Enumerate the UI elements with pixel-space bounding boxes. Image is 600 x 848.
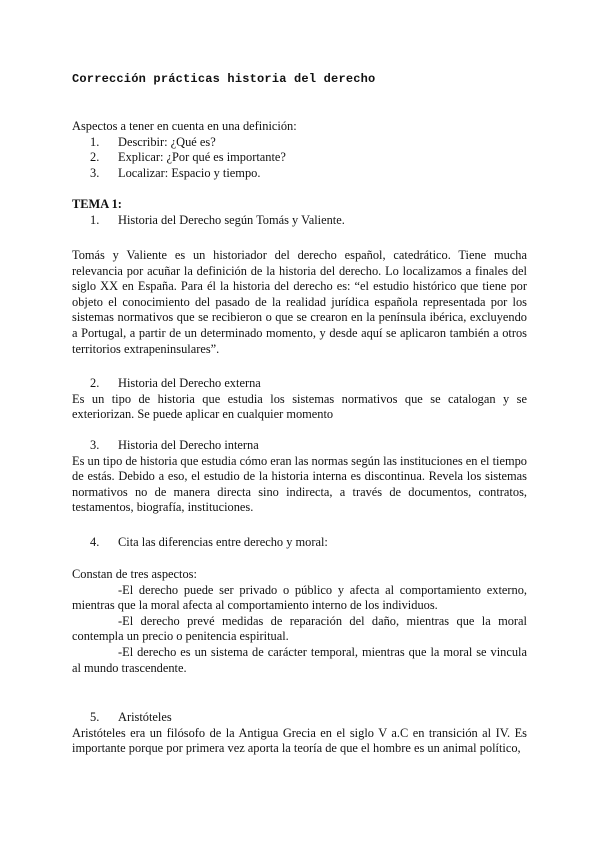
section-2-heading bbox=[72, 376, 527, 392]
section-4-body bbox=[72, 567, 527, 676]
tema-heading: TEMA 1: bbox=[72, 197, 122, 211]
difference-point: -El derecho es un sistema de carácter temporal, mientras que la moral se vincula al mundo trascendente. bbox=[72, 644, 527, 675]
list-number: 3. bbox=[90, 165, 100, 180]
section-4-lead: Constan de tres aspectos: bbox=[72, 567, 197, 581]
aspects-section bbox=[72, 119, 527, 181]
section-number: 3. bbox=[90, 438, 100, 452]
section-4 bbox=[72, 535, 527, 551]
list-text: Localizar: Espacio y tiempo. bbox=[118, 165, 261, 180]
section-title: Historia del Derecho externa bbox=[118, 376, 261, 390]
list-text: Describir: ¿Qué es? bbox=[118, 134, 216, 149]
aspects-list bbox=[72, 135, 527, 182]
difference-point: -El derecho puede ser privado o público y afecta al comportamiento externo, mientras que la moral afecta al comportamiento interno de los individuos. bbox=[72, 582, 527, 613]
section-3 bbox=[72, 438, 527, 516]
document-title: Corrección prácticas historia del derecho bbox=[72, 72, 376, 86]
section-number: 5. bbox=[90, 710, 100, 724]
section-1-body: Tomás y Valiente es un historiador del derecho español, catedrático. Tiene mucha relevancia por acuñar la definición de la historia del derecho. Lo localizamos a finales del siglo XX en España. Para él la historia del derecho es: “el estudio histórico que tiene por objeto el conocimiento del pasado de la realidad jurídica española representada por los sistemas normativos que se recibieron o que se crearon en la península ibérica, excluyendo a Portugal, a partir de un determinado momento, y desde aquí se aplicaron también a otros territorios extrapeninsulares”. bbox=[72, 248, 527, 356]
section-title: Cita las diferencias entre derecho y moral: bbox=[118, 535, 328, 549]
section-number: 4. bbox=[90, 535, 100, 549]
section-5-heading bbox=[72, 710, 527, 726]
list-number: 1. bbox=[90, 134, 100, 149]
section-title: Historia del Derecho interna bbox=[118, 438, 259, 452]
list-text: Explicar: ¿Por qué es importante? bbox=[118, 150, 286, 165]
section-5-body: Aristóteles era un filósofo de la Antigua Grecia en el siglo V a.C en transición al IV. Es importante porque por primera vez aporta la teoría de que el hombre es un animal político, bbox=[72, 725, 527, 756]
aspects-intro: Aspectos a tener en cuenta en una definición: bbox=[72, 119, 297, 133]
difference-point: -El derecho prevé medidas de reparación del daño, mientras que la moral contempla un precio o penitencia espiritual. bbox=[72, 613, 527, 644]
section-5 bbox=[72, 710, 527, 757]
section-3-heading bbox=[72, 438, 527, 454]
list-number: 2. bbox=[90, 150, 100, 165]
section-4-heading bbox=[72, 535, 527, 551]
tema-section bbox=[72, 197, 527, 228]
section-title: Historia del Derecho según Tomás y Valiente. bbox=[118, 212, 345, 227]
list-item bbox=[72, 166, 527, 182]
section-number: 1. bbox=[90, 212, 100, 227]
list-item bbox=[72, 135, 527, 151]
section-2 bbox=[72, 376, 527, 423]
section-number: 2. bbox=[90, 376, 100, 390]
list-item bbox=[72, 150, 527, 166]
section-2-body: Es un tipo de historia que estudia los sistemas normativos que se catalogan y se exteriorizan. Se puede aplicar en cualquier momento bbox=[72, 391, 527, 422]
section-title: Aristóteles bbox=[118, 710, 172, 724]
section-3-body: Es un tipo de historia que estudia cómo eran las normas según las instituciones en el tiempo de estás. Debido a eso, el estudio de la historia interna es discontinua. Revela los sistemas normativos no de manera directa sino indirecta, a través de documentos, contratos, testamentos, biografía, instituciones. bbox=[72, 453, 527, 515]
section-1-heading bbox=[72, 213, 527, 229]
